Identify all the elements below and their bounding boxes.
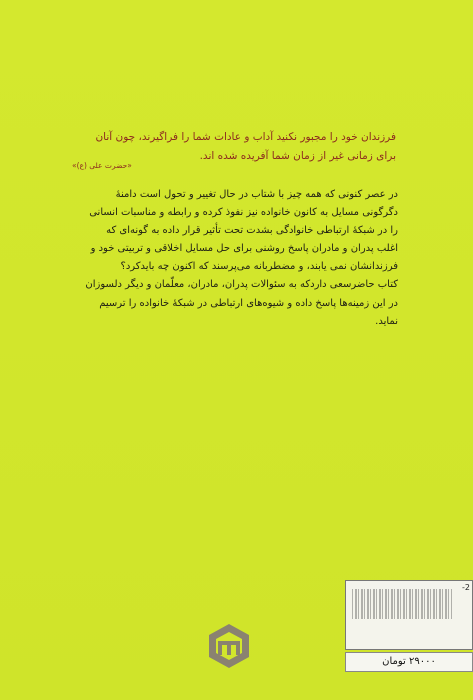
barcode-bars [352,589,452,619]
description-line-4: اغلب پدران و مادران پاسخ روشنی برای حل مسایل اخلاقی و تربیتی خود و [90,243,398,255]
description-line-2: دگرگونی مسایل به کانون خانواده نیز نفوذ کرده و رابطه و مناسبات انسانی [89,207,398,219]
description-line-6: کتاب حاضرسعی داردکه به سئوالات پدران، مادران، معلّمان و دیگر دلسوزان [85,279,398,291]
quote-attribution: «حضرت علی (ع)» [72,161,132,170]
description-line-8: نماید. [375,315,398,327]
description-line-3: را در شبکهٔ ارتباطی خانوادگی بشدت تحت تأثیر قرار داده به گونه‌ای که [106,225,398,237]
quote-line-1: فرزندان خود را مجبور نکنید آداب و عادات شما را فراگیرند، چون آنان [95,131,396,143]
description-line-1: در عصر کنونی که همه چیز با شتاب در حال تغییر و تحول است دامنهٔ [115,189,398,200]
price-label: ۲۹۰۰۰ تومان [345,652,473,672]
quote-line-2: برای زمانی غیر از زمان شما آفریده شده اند. [199,150,396,162]
description-line-7: در این زمینه‌ها پاسخ داده و شیوه‌های ارتباطی در شبکهٔ خانواده را ترسیم [99,297,398,309]
description-line-5: فرزندانشان نمی یابند، و مضطربانه می‌پرسند که اکنون چه بایدکرد؟ [120,261,398,273]
barcode-sticker [345,580,473,650]
description-text [68,186,398,331]
publisher-logo-svg [205,622,253,670]
barcode-edge-text: -2 [462,583,470,592]
publisher-logo-icon [205,622,253,670]
